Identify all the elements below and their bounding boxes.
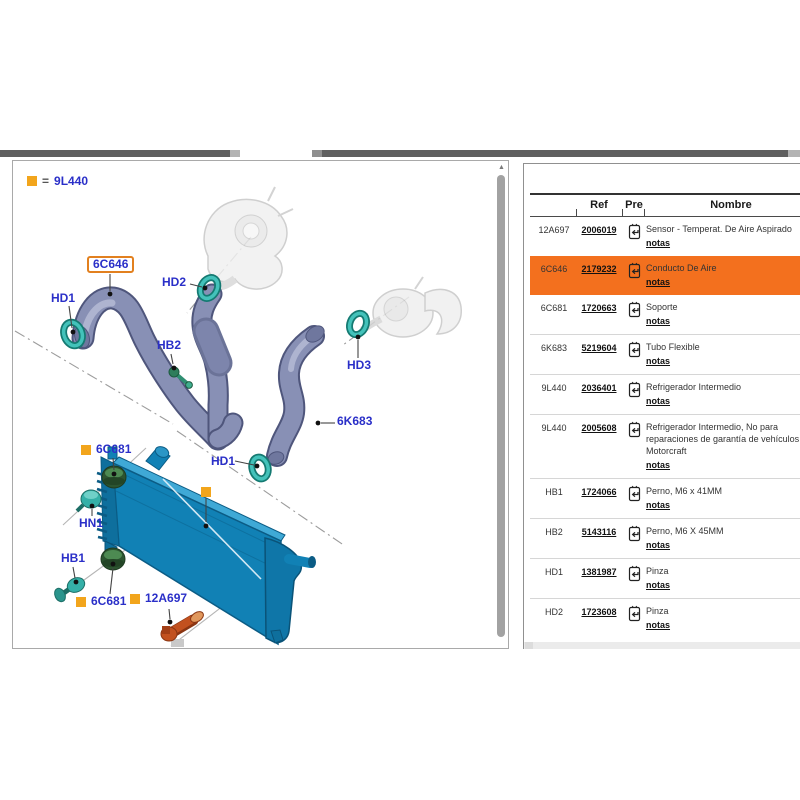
table-row[interactable]: [530, 217, 800, 256]
row-part-code: 12A697: [538, 225, 570, 235]
row-name-cell: [646, 565, 800, 591]
ref-number-link[interactable]: 2036401: [581, 383, 617, 393]
copy-to-order-icon: [628, 301, 641, 318]
copy-to-order-icon: [628, 485, 641, 502]
table-row[interactable]: [530, 518, 800, 558]
parts-diagram: [13, 161, 508, 648]
nut-hn1[interactable]: [77, 490, 101, 511]
part-label-hd1-left[interactable]: HD1: [51, 291, 76, 305]
notas-link[interactable]: notas: [646, 396, 671, 406]
parts-table-panel: [523, 163, 800, 649]
legend-part-code[interactable]: 9L440: [54, 174, 89, 188]
part-name: Conducto De Aire: [646, 263, 717, 273]
legend-equals: =: [42, 174, 50, 188]
row-part-code: 9L440: [541, 383, 567, 393]
notas-link[interactable]: notas: [646, 540, 671, 550]
hose-6k683-tubo-flexible[interactable]: [266, 323, 327, 467]
ref-number-link[interactable]: 2179232: [581, 264, 617, 274]
part-name: Refrigerador Intermedio, No para reparaciones de garantía de vehículos Motorcraft: [646, 422, 800, 456]
part-label-6k683[interactable]: 6K683: [337, 414, 373, 428]
top-divider-bar: [0, 150, 800, 157]
horizontal-scrollbar-thumb[interactable]: [525, 642, 533, 649]
row-name-cell: [646, 605, 800, 631]
9l440-swatch: [81, 445, 91, 455]
9l440-swatch: [130, 594, 140, 604]
ref-number-link[interactable]: 5219604: [581, 343, 617, 353]
copy-to-order-icon: [628, 421, 641, 438]
notas-link[interactable]: notas: [646, 580, 671, 590]
add-to-order-cell[interactable]: [622, 381, 646, 398]
ref-number-link[interactable]: 1720663: [581, 303, 617, 313]
row-name-cell: [646, 525, 800, 551]
row-name-cell: [646, 381, 800, 407]
part-name: Perno, M6 x 41MM: [646, 486, 723, 496]
add-to-order-cell[interactable]: [622, 341, 646, 358]
header-code-column: [532, 199, 576, 211]
add-to-order-cell[interactable]: [622, 605, 646, 622]
part-label-hd2[interactable]: HD2: [162, 275, 187, 289]
notas-link[interactable]: notas: [646, 460, 671, 470]
part-name: Refrigerador Intermedio: [646, 382, 742, 392]
clamp-hd1-right: [249, 455, 270, 480]
notas-link[interactable]: notas: [646, 316, 671, 326]
row-name-cell: [646, 301, 800, 327]
legend: [27, 174, 88, 188]
part-name: Pinza: [646, 606, 669, 616]
add-to-order-cell[interactable]: [622, 525, 646, 542]
add-to-order-cell[interactable]: [622, 421, 646, 438]
row-name-cell: [646, 485, 800, 511]
ghost-turbocharger-upper: [204, 187, 293, 289]
table-row[interactable]: [530, 334, 800, 374]
horizontal-scrollbar[interactable]: [524, 642, 800, 649]
row-part-code: 9L440: [541, 423, 567, 433]
table-row[interactable]: [530, 478, 800, 518]
row-name-cell: [646, 421, 800, 471]
row-part-code: HD1: [544, 567, 563, 577]
add-to-order-cell[interactable]: [622, 223, 646, 240]
vertical-scrollbar[interactable]: [497, 162, 506, 646]
row-name-cell: [646, 341, 800, 367]
row-part-code: HD2: [544, 607, 563, 617]
row-part-code: HB1: [545, 487, 563, 497]
table-row[interactable]: [530, 558, 800, 598]
notas-link[interactable]: notas: [646, 238, 671, 248]
row-name-cell: [646, 223, 800, 249]
copy-to-order-icon: [628, 605, 641, 622]
copy-to-order-icon: [628, 223, 641, 240]
ref-number-link[interactable]: 5143116: [581, 527, 617, 537]
part-label-12a697[interactable]: 12A697: [130, 592, 187, 605]
add-to-order-cell[interactable]: [622, 565, 646, 582]
part-label-hd3[interactable]: HD3: [347, 358, 372, 372]
mount-6c681-lower[interactable]: [101, 548, 125, 570]
row-part-code: HB2: [545, 527, 563, 537]
part-label-6c646-selected[interactable]: 6C646: [87, 256, 134, 273]
copy-to-order-icon: [628, 341, 641, 358]
intercooler-9l440[interactable]: [97, 445, 316, 644]
ref-number-link[interactable]: 2005608: [581, 423, 617, 433]
table-row[interactable]: [530, 598, 800, 638]
copy-to-order-icon: [628, 565, 641, 582]
row-part-code: 6K683: [540, 343, 568, 353]
scrollbar-thumb[interactable]: [497, 175, 505, 637]
legend-swatch: [27, 176, 37, 186]
part-name: Perno, M6 X 45MM: [646, 526, 724, 536]
notas-link[interactable]: notas: [646, 277, 671, 287]
copy-to-order-icon: [628, 262, 641, 279]
notas-link[interactable]: notas: [646, 500, 671, 510]
ref-number-link[interactable]: 1723608: [581, 607, 617, 617]
row-part-code: 6C681: [540, 303, 568, 313]
intercooler-swatch: [201, 487, 211, 497]
row-part-code: 6C646: [540, 264, 568, 274]
header-ref: Ref: [590, 199, 608, 211]
diagram-panel: [12, 160, 509, 649]
notas-link[interactable]: notas: [646, 356, 671, 366]
ref-number-link[interactable]: 1381987: [581, 567, 617, 577]
part-name: Tubo Flexible: [646, 342, 700, 352]
9l440-swatch: [76, 597, 86, 607]
add-to-order-cell[interactable]: [622, 262, 646, 279]
table-row[interactable]: [530, 414, 800, 478]
header-pre: Pre: [625, 199, 643, 211]
table-header: [530, 195, 800, 217]
ref-number-link[interactable]: 1724066: [581, 487, 617, 497]
clamp-hd3: [346, 311, 369, 337]
add-to-order-cell[interactable]: [622, 485, 646, 502]
row-name-cell: [646, 262, 800, 288]
table-row[interactable]: [530, 256, 800, 295]
part-label-hn1[interactable]: HN1: [79, 516, 104, 530]
part-label-6c681-upper[interactable]: 6C681: [81, 443, 131, 456]
table-row[interactable]: [530, 374, 800, 414]
hose-6c646-conducto-de-aire[interactable]: [72, 294, 233, 439]
part-label-hb2[interactable]: HB2: [157, 338, 182, 352]
ref-number-link[interactable]: 2006019: [581, 225, 617, 235]
part-name: Sensor - Temperat. De Aire Aspirado: [646, 224, 792, 234]
part-name: Soporte: [646, 302, 678, 312]
ghost-turbocharger-right: [362, 277, 461, 337]
part-label-6c681-lower[interactable]: 6C681: [76, 595, 126, 608]
parts-rows: [530, 217, 800, 638]
notas-link[interactable]: notas: [646, 620, 671, 630]
part-label-hd1-right[interactable]: HD1: [211, 454, 236, 468]
copy-to-order-icon: [628, 381, 641, 398]
copy-to-order-icon: [628, 525, 641, 542]
scroll-up-arrow-icon[interactable]: ▲: [498, 164, 505, 171]
part-label-hb1[interactable]: HB1: [61, 551, 86, 565]
table-row[interactable]: [530, 295, 800, 334]
header-nombre: Nombre: [710, 199, 752, 211]
add-to-order-cell[interactable]: [622, 301, 646, 318]
sensor-12a697[interactable]: [161, 609, 205, 647]
part-name: Pinza: [646, 566, 669, 576]
